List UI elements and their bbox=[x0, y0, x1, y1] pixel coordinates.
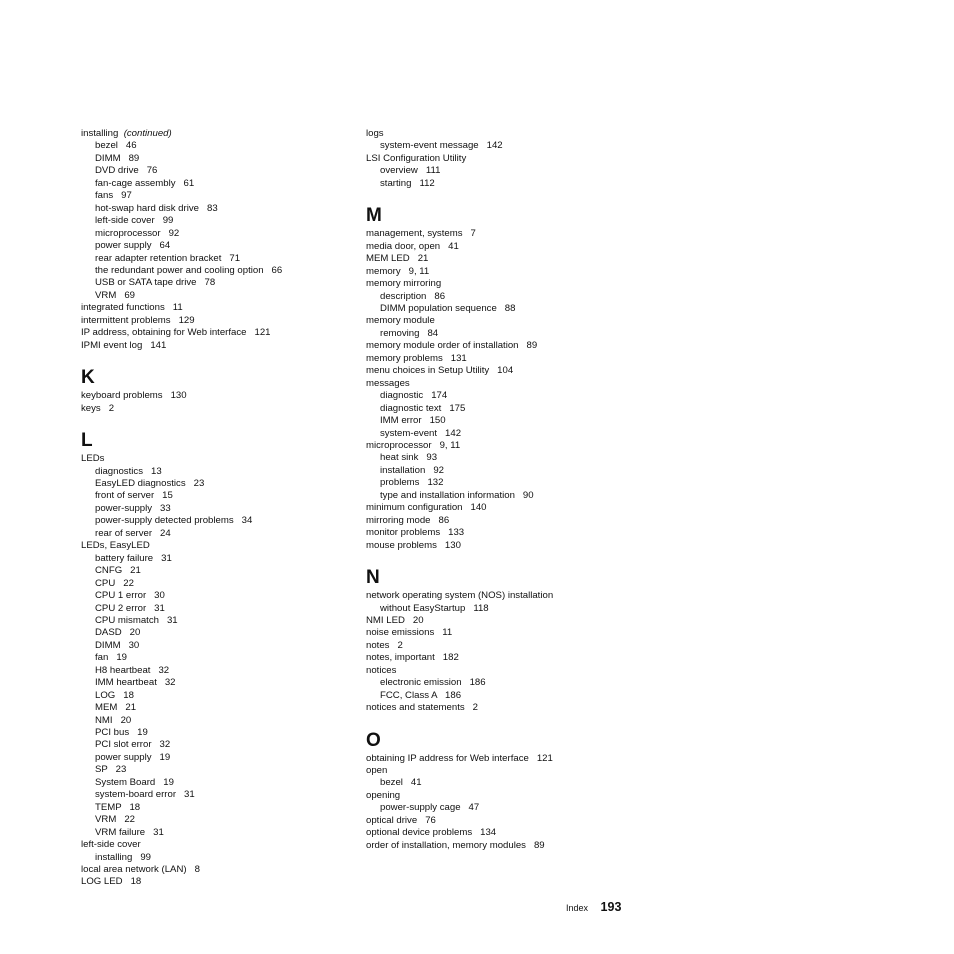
entry-text: microprocessor 9, 11 bbox=[366, 439, 461, 451]
index-subentry bbox=[81, 677, 351, 689]
index-subentry bbox=[81, 690, 351, 702]
index-subentry bbox=[81, 290, 351, 302]
entry-text: MEM 21 bbox=[95, 702, 137, 714]
entry-text: LEDs, EasyLED bbox=[81, 540, 150, 552]
entry-text: fan 19 bbox=[95, 652, 128, 664]
entry-text: NMI 20 bbox=[95, 714, 132, 726]
index-subentry bbox=[366, 690, 636, 702]
index-subentry bbox=[81, 752, 351, 764]
index-subentry bbox=[366, 677, 636, 689]
entry-text: memory module order of installation 89 bbox=[366, 340, 538, 352]
entry-text: memory mirroring bbox=[366, 278, 442, 290]
index-subentry bbox=[81, 739, 351, 751]
entry-text: noise emissions 11 bbox=[366, 627, 453, 639]
entry-text: menu choices in Setup Utility 104 bbox=[366, 365, 514, 377]
entry-text: PCI bus 19 bbox=[95, 727, 148, 739]
entry-text: type and installation information 90 bbox=[380, 489, 534, 501]
index-entry bbox=[366, 627, 636, 639]
entry-text: electronic emission 186 bbox=[380, 677, 486, 689]
index-subentry bbox=[81, 603, 351, 615]
entry-text: the redundant power and cooling option 66 bbox=[95, 264, 283, 276]
entry-text: monitor problems 133 bbox=[366, 527, 465, 539]
entry-text: LEDs bbox=[81, 453, 105, 465]
index-subentry bbox=[81, 503, 351, 515]
index-subentry bbox=[81, 140, 351, 152]
entry-text: description 86 bbox=[380, 290, 446, 302]
index-subentry bbox=[366, 303, 636, 315]
index-entry bbox=[366, 753, 636, 765]
entry-text: rear of server 24 bbox=[95, 527, 171, 539]
index-subentry bbox=[81, 466, 351, 478]
footer-label: Index bbox=[566, 903, 589, 913]
index-subentry bbox=[366, 403, 636, 415]
index-entry bbox=[366, 241, 636, 253]
index-subentry bbox=[81, 515, 351, 527]
index-entry bbox=[366, 128, 636, 140]
index-entry bbox=[81, 327, 351, 339]
index-subentry bbox=[81, 615, 351, 627]
entry-text: diagnostic 174 bbox=[380, 390, 448, 402]
entry-text: management, systems 7 bbox=[366, 228, 476, 240]
page-number: 193 bbox=[600, 900, 622, 914]
entry-text: IMM error 150 bbox=[380, 415, 446, 427]
entry-text: VRM 69 bbox=[95, 289, 135, 301]
index-subentry bbox=[366, 465, 636, 477]
entry-text: VRM 22 bbox=[95, 814, 135, 826]
entry-text: keys 2 bbox=[81, 402, 115, 414]
entry-text: fans 97 bbox=[95, 190, 132, 202]
index-subentry bbox=[81, 652, 351, 664]
entry-text: LSI Configuration Utility bbox=[366, 152, 467, 164]
index-subentry bbox=[81, 553, 351, 565]
index-entry bbox=[366, 502, 636, 514]
index-subentry bbox=[366, 291, 636, 303]
index-subentry bbox=[366, 140, 636, 152]
entry-text: network operating system (NOS) installation bbox=[366, 590, 554, 602]
entry-text: media door, open 41 bbox=[366, 240, 459, 252]
index-entry bbox=[366, 378, 636, 390]
index-subentry bbox=[81, 590, 351, 602]
entry-text: system-event 142 bbox=[380, 427, 462, 439]
index-subentry bbox=[81, 165, 351, 177]
entry-text: keyboard problems 130 bbox=[81, 390, 187, 402]
index-subentry bbox=[81, 203, 351, 215]
entry-text: starting 112 bbox=[380, 177, 435, 189]
index-entry bbox=[81, 864, 351, 876]
continued-note: (continued) bbox=[123, 128, 172, 139]
index-subentry bbox=[366, 802, 636, 814]
index-entry bbox=[366, 365, 636, 377]
index-entry bbox=[366, 790, 636, 802]
entry-text: CPU 22 bbox=[95, 577, 134, 589]
entry-text: IMM heartbeat 32 bbox=[95, 677, 176, 689]
index-subentry bbox=[81, 578, 351, 590]
entry-text: power-supply cage 47 bbox=[380, 802, 480, 814]
index-subentry bbox=[366, 165, 636, 177]
entry-text: System Board 19 bbox=[95, 776, 174, 788]
entry-text: DVD drive 76 bbox=[95, 165, 158, 177]
index-entry bbox=[81, 128, 351, 140]
entry-text: minimum configuration 140 bbox=[366, 502, 487, 514]
index-subentry bbox=[81, 490, 351, 502]
index-entry bbox=[366, 702, 636, 714]
index-subentry bbox=[366, 477, 636, 489]
index-subentry bbox=[81, 852, 351, 864]
index-entry bbox=[366, 515, 636, 527]
entry-text: opening bbox=[366, 789, 401, 801]
index-subentry bbox=[81, 827, 351, 839]
entry-text: open bbox=[366, 765, 388, 777]
index-subentry bbox=[81, 153, 351, 165]
entry-text: system-board error 31 bbox=[95, 789, 195, 801]
index-subentry bbox=[81, 665, 351, 677]
entry-text: installing bbox=[81, 128, 119, 139]
entry-text: notes, important 182 bbox=[366, 652, 459, 664]
index-subentry bbox=[81, 764, 351, 776]
index-subentry bbox=[81, 814, 351, 826]
page-footer bbox=[566, 900, 621, 914]
entry-text: left-side cover 99 bbox=[95, 215, 174, 227]
entry-text: memory module bbox=[366, 315, 435, 327]
entry-text: front of server 15 bbox=[95, 490, 173, 502]
index-entry bbox=[366, 253, 636, 265]
entry-text: left-side cover bbox=[81, 839, 141, 851]
entry-text: IP address, obtaining for Web interface 121 bbox=[81, 327, 271, 339]
index-subentry bbox=[81, 627, 351, 639]
index-column-right bbox=[366, 128, 636, 852]
index-subentry bbox=[366, 452, 636, 464]
entry-text: MEM LED 21 bbox=[366, 253, 429, 265]
entry-text: overview 111 bbox=[380, 165, 441, 177]
entry-text: CPU 1 error 30 bbox=[95, 590, 165, 602]
index-entry bbox=[81, 403, 351, 415]
index-section-letter: N bbox=[366, 567, 380, 589]
index-section-letter: O bbox=[366, 729, 381, 751]
entry-text: hot-swap hard disk drive 83 bbox=[95, 202, 218, 214]
index-subentry bbox=[81, 215, 351, 227]
entry-text: messages bbox=[366, 377, 410, 389]
index-subentry bbox=[81, 565, 351, 577]
entry-text: optical drive 76 bbox=[366, 814, 436, 826]
entry-text: CPU mismatch 31 bbox=[95, 614, 178, 626]
entry-text: bezel 41 bbox=[380, 777, 422, 789]
entry-text: installing 99 bbox=[95, 851, 151, 863]
entry-text: TEMP 18 bbox=[95, 801, 141, 813]
index-entry bbox=[81, 876, 351, 888]
index-section-letter: K bbox=[81, 367, 95, 389]
entry-text: local area network (LAN) 8 bbox=[81, 864, 200, 876]
index-subentry bbox=[366, 777, 636, 789]
index-subentry bbox=[81, 528, 351, 540]
index-entry bbox=[366, 640, 636, 652]
index-subentry bbox=[81, 702, 351, 714]
index-subentry bbox=[81, 190, 351, 202]
entry-text: memory problems 131 bbox=[366, 352, 467, 364]
index-subentry bbox=[366, 428, 636, 440]
entry-text: installation 92 bbox=[380, 464, 444, 476]
entry-text: power supply 64 bbox=[95, 240, 171, 252]
entry-text: FCC, Class A 186 bbox=[380, 689, 462, 701]
entry-text: mirroring mode 86 bbox=[366, 514, 450, 526]
index-entry bbox=[366, 278, 636, 290]
index-entry bbox=[81, 453, 351, 465]
entry-text: obtaining IP address for Web interface 121 bbox=[366, 752, 553, 764]
index-subentry bbox=[366, 603, 636, 615]
entry-text: VRM failure 31 bbox=[95, 826, 164, 838]
index-subentry bbox=[81, 178, 351, 190]
index-subentry bbox=[81, 478, 351, 490]
index-subentry bbox=[81, 777, 351, 789]
index-entry bbox=[366, 315, 636, 327]
index-entry bbox=[366, 340, 636, 352]
index-subentry bbox=[366, 490, 636, 502]
index-entry bbox=[81, 540, 351, 552]
index-entry bbox=[366, 665, 636, 677]
index-subentry bbox=[366, 178, 636, 190]
entry-text: system-event message 142 bbox=[380, 140, 503, 152]
entry-text: DASD 20 bbox=[95, 627, 141, 639]
index-subentry bbox=[81, 802, 351, 814]
index-subentry bbox=[81, 265, 351, 277]
index-subentry bbox=[366, 328, 636, 340]
index-subentry bbox=[81, 240, 351, 252]
index-entry bbox=[366, 440, 636, 452]
index-subentry bbox=[81, 277, 351, 289]
entry-text: LOG LED 18 bbox=[81, 876, 142, 888]
index-subentry bbox=[81, 715, 351, 727]
index-entry bbox=[366, 615, 636, 627]
entry-text: CNFG 21 bbox=[95, 565, 141, 577]
index-subentry bbox=[81, 789, 351, 801]
index-entry bbox=[366, 652, 636, 664]
index-subentry bbox=[81, 640, 351, 652]
index-entry bbox=[366, 590, 636, 602]
index-entry bbox=[366, 353, 636, 365]
entry-text: notes 2 bbox=[366, 639, 403, 651]
index-entry bbox=[81, 315, 351, 327]
entry-text: battery failure 31 bbox=[95, 552, 172, 564]
index-entry bbox=[81, 390, 351, 402]
index-entry bbox=[366, 765, 636, 777]
entry-text: heat sink 93 bbox=[380, 452, 438, 464]
entry-text: intermittent problems 129 bbox=[81, 314, 195, 326]
entry-text: removing 84 bbox=[380, 327, 439, 339]
index-entry bbox=[366, 840, 636, 852]
entry-text: without EasyStartup 118 bbox=[380, 602, 489, 614]
entry-text: DIMM 30 bbox=[95, 639, 140, 651]
entry-text: NMI LED 20 bbox=[366, 614, 424, 626]
entry-text: integrated functions 11 bbox=[81, 302, 183, 314]
index-column-left bbox=[81, 128, 351, 889]
entry-text: rear adapter retention bracket 71 bbox=[95, 252, 241, 264]
index-entry bbox=[366, 815, 636, 827]
entry-text: PCI slot error 32 bbox=[95, 739, 171, 751]
entry-text: IPMI event log 141 bbox=[81, 339, 167, 351]
entry-text: optional device problems 134 bbox=[366, 827, 497, 839]
index-entry bbox=[81, 839, 351, 851]
entry-text: microprocessor 92 bbox=[95, 227, 180, 239]
entry-text: diagnostics 13 bbox=[95, 465, 162, 477]
index-entry bbox=[366, 153, 636, 165]
entry-text: LOG 18 bbox=[95, 689, 134, 701]
entry-text: H8 heartbeat 32 bbox=[95, 664, 170, 676]
entry-text: USB or SATA tape drive 78 bbox=[95, 277, 216, 289]
index-entry bbox=[81, 340, 351, 352]
entry-text: fan-cage assembly 61 bbox=[95, 177, 195, 189]
index-entry bbox=[366, 527, 636, 539]
index-subentry bbox=[366, 390, 636, 402]
index-subentry bbox=[366, 415, 636, 427]
index-subentry bbox=[81, 228, 351, 240]
entry-text: power supply 19 bbox=[95, 751, 171, 763]
entry-text: notices bbox=[366, 664, 397, 676]
index-subentry bbox=[81, 727, 351, 739]
index-entry bbox=[366, 228, 636, 240]
entry-text: CPU 2 error 31 bbox=[95, 602, 165, 614]
entry-text: diagnostic text 175 bbox=[380, 402, 466, 414]
entry-text: mouse problems 130 bbox=[366, 539, 461, 551]
entry-text: DIMM 89 bbox=[95, 152, 140, 164]
index-section-letter: L bbox=[81, 430, 93, 452]
index-entry bbox=[366, 266, 636, 278]
entry-text: SP 23 bbox=[95, 764, 127, 776]
entry-text: memory 9, 11 bbox=[366, 265, 430, 277]
entry-text: power-supply detected problems 34 bbox=[95, 515, 253, 527]
entry-text: problems 132 bbox=[380, 477, 444, 489]
entry-text: logs bbox=[366, 128, 384, 139]
entry-text: order of installation, memory modules 89 bbox=[366, 839, 545, 851]
index-entry bbox=[366, 827, 636, 839]
entry-text: notices and statements 2 bbox=[366, 702, 478, 714]
entry-text: bezel 46 bbox=[95, 140, 137, 152]
entry-text: power-supply 33 bbox=[95, 502, 171, 514]
index-section-letter: M bbox=[366, 205, 382, 227]
entry-text: DIMM population sequence 88 bbox=[380, 302, 516, 314]
index-entry bbox=[366, 540, 636, 552]
index-subentry bbox=[81, 253, 351, 265]
index-entry bbox=[81, 302, 351, 314]
entry-text: EasyLED diagnostics 23 bbox=[95, 477, 205, 489]
